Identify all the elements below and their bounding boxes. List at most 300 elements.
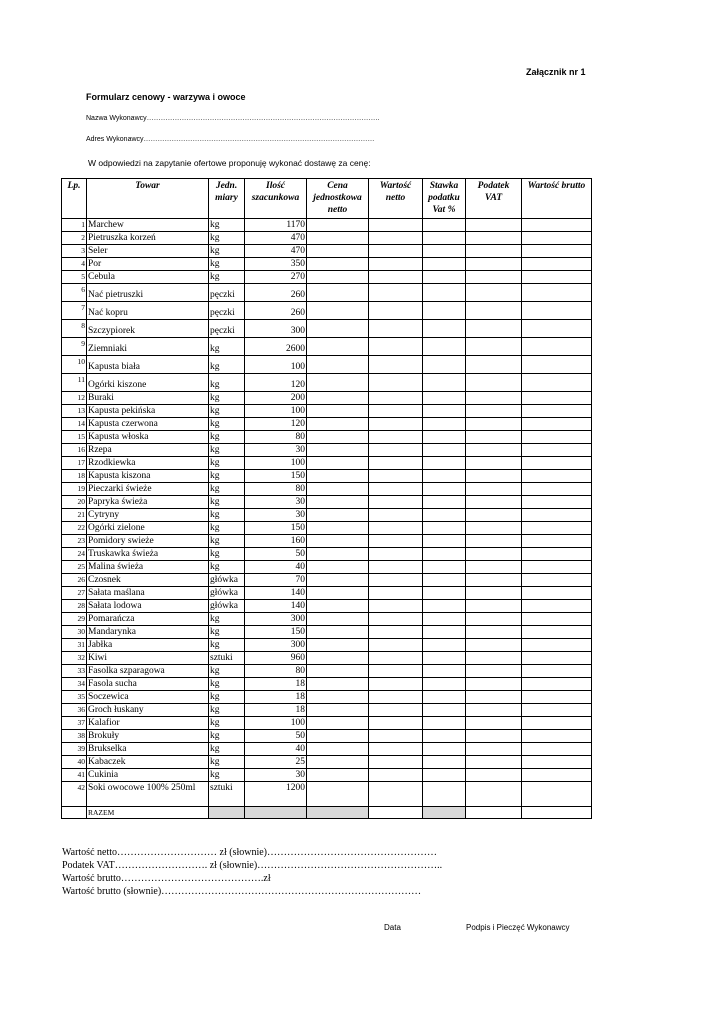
row-unit-price-cell xyxy=(307,356,369,374)
row-vat-rate-cell xyxy=(423,509,466,522)
total-qty-cell xyxy=(245,807,307,819)
row-unit-price-cell xyxy=(307,258,369,271)
row-item-cell: Marchew xyxy=(87,219,209,232)
row-qty-cell: 30 xyxy=(245,769,307,782)
row-vat-cell xyxy=(466,704,522,717)
row-item-cell: Brokuły xyxy=(87,730,209,743)
row-qty-cell: 18 xyxy=(245,678,307,691)
row-unit-price-cell xyxy=(307,782,369,807)
row-qty-cell: 1200 xyxy=(245,782,307,807)
table-row xyxy=(62,743,592,756)
row-item-cell: Kapusta kiszona xyxy=(87,470,209,483)
row-unit-cell: kg xyxy=(209,548,245,561)
row-vat-rate-cell xyxy=(423,691,466,704)
header-vat: Podatek VAT xyxy=(466,179,522,219)
row-item-cell: Rzepa xyxy=(87,444,209,457)
row-vat-rate-cell xyxy=(423,232,466,245)
row-unit-cell: kg xyxy=(209,374,245,392)
row-vat-cell xyxy=(466,483,522,496)
table-row xyxy=(62,356,592,374)
row-unit-price-cell xyxy=(307,561,369,574)
row-net-value-cell xyxy=(369,678,423,691)
row-unit-price-cell xyxy=(307,245,369,258)
row-unit-cell: kg xyxy=(209,756,245,769)
table-row xyxy=(62,535,592,548)
total-row xyxy=(62,807,592,819)
row-unit-cell: pęczki xyxy=(209,320,245,338)
row-qty-cell: 100 xyxy=(245,717,307,730)
row-vat-rate-cell xyxy=(423,561,466,574)
row-unit-price-cell xyxy=(307,769,369,782)
row-qty-cell: 150 xyxy=(245,522,307,535)
row-unit-cell: główka xyxy=(209,574,245,587)
row-vat-rate-cell xyxy=(423,613,466,626)
row-gross-value-cell xyxy=(522,219,592,232)
row-lp-cell: 29 xyxy=(62,613,87,626)
row-qty-cell: 100 xyxy=(245,405,307,418)
row-vat-rate-cell xyxy=(423,639,466,652)
table-row xyxy=(62,691,592,704)
row-net-value-cell xyxy=(369,665,423,678)
row-unit-price-cell xyxy=(307,574,369,587)
row-unit-cell: kg xyxy=(209,717,245,730)
row-qty-cell: 2600 xyxy=(245,338,307,356)
row-vat-cell xyxy=(466,258,522,271)
row-vat-rate-cell xyxy=(423,258,466,271)
row-net-value-cell xyxy=(369,730,423,743)
row-gross-value-cell xyxy=(522,691,592,704)
signature-label: Podpis i Pieczęć Wykonawcy xyxy=(466,923,570,932)
row-vat-cell xyxy=(466,600,522,613)
row-gross-value-cell xyxy=(522,587,592,600)
row-vat-rate-cell xyxy=(423,522,466,535)
row-qty-cell: 470 xyxy=(245,232,307,245)
table-row xyxy=(62,587,592,600)
row-qty-cell: 100 xyxy=(245,457,307,470)
row-unit-price-cell xyxy=(307,678,369,691)
table-row xyxy=(62,496,592,509)
row-vat-rate-cell xyxy=(423,574,466,587)
row-net-value-cell xyxy=(369,691,423,704)
row-gross-value-cell xyxy=(522,704,592,717)
row-item-cell: Mandarynka xyxy=(87,626,209,639)
row-net-value-cell xyxy=(369,574,423,587)
row-vat-cell xyxy=(466,691,522,704)
row-item-cell: Cebula xyxy=(87,271,209,284)
row-net-value-cell xyxy=(369,284,423,302)
row-unit-price-cell xyxy=(307,405,369,418)
row-qty-cell: 70 xyxy=(245,574,307,587)
row-vat-rate-cell xyxy=(423,600,466,613)
row-unit-price-cell xyxy=(307,271,369,284)
row-unit-price-cell xyxy=(307,717,369,730)
row-gross-value-cell xyxy=(522,743,592,756)
row-vat-rate-cell xyxy=(423,271,466,284)
row-unit-price-cell xyxy=(307,613,369,626)
row-net-value-cell xyxy=(369,483,423,496)
row-unit-price-cell xyxy=(307,730,369,743)
row-net-value-cell xyxy=(369,232,423,245)
row-unit-price-cell xyxy=(307,639,369,652)
row-gross-value-cell xyxy=(522,574,592,587)
row-net-value-cell xyxy=(369,219,423,232)
row-lp-cell: 37 xyxy=(62,717,87,730)
row-vat-rate-cell xyxy=(423,769,466,782)
row-qty-cell: 40 xyxy=(245,561,307,574)
form-title: Formularz cenowy - warzywa i owoce xyxy=(86,92,246,102)
row-qty-cell: 260 xyxy=(245,302,307,320)
row-lp-cell: 9 xyxy=(62,338,87,356)
total-price-cell xyxy=(307,807,369,819)
row-gross-value-cell xyxy=(522,730,592,743)
row-lp-cell: 4 xyxy=(62,258,87,271)
row-item-cell: Sałata maślana xyxy=(87,587,209,600)
row-vat-rate-cell xyxy=(423,418,466,431)
row-unit-price-cell xyxy=(307,302,369,320)
row-net-value-cell xyxy=(369,444,423,457)
row-lp-cell: 1 xyxy=(62,219,87,232)
row-net-value-cell xyxy=(369,652,423,665)
row-vat-cell xyxy=(466,522,522,535)
row-qty-cell: 150 xyxy=(245,626,307,639)
row-qty-cell: 18 xyxy=(245,691,307,704)
row-gross-value-cell xyxy=(522,613,592,626)
row-qty-cell: 300 xyxy=(245,639,307,652)
row-item-cell: Szczypiorek xyxy=(87,320,209,338)
table-row xyxy=(62,219,592,232)
row-lp-cell: 24 xyxy=(62,548,87,561)
table-row xyxy=(62,509,592,522)
header-unit-price: Cena jednostkowa netto xyxy=(307,179,369,219)
row-vat-cell xyxy=(466,717,522,730)
row-gross-value-cell xyxy=(522,600,592,613)
row-unit-cell: kg xyxy=(209,626,245,639)
row-lp-cell: 12 xyxy=(62,392,87,405)
row-vat-cell xyxy=(466,232,522,245)
intro-text: W odpowiedzi na zapytanie ofertowe proponuję wykonać dostawę za cenę: xyxy=(88,158,371,168)
row-qty-cell: 1170 xyxy=(245,219,307,232)
row-item-cell: Kalafior xyxy=(87,717,209,730)
row-unit-cell: kg xyxy=(209,509,245,522)
row-qty-cell: 30 xyxy=(245,509,307,522)
row-unit-cell: kg xyxy=(209,219,245,232)
row-lp-cell: 41 xyxy=(62,769,87,782)
row-unit-cell: kg xyxy=(209,613,245,626)
row-vat-rate-cell xyxy=(423,496,466,509)
annex-label: Załącznik nr 1 xyxy=(526,67,586,77)
row-unit-price-cell xyxy=(307,338,369,356)
row-vat-cell xyxy=(466,496,522,509)
row-unit-price-cell xyxy=(307,457,369,470)
row-item-cell: Fasolka szparagowa xyxy=(87,665,209,678)
row-gross-value-cell xyxy=(522,392,592,405)
row-gross-value-cell xyxy=(522,405,592,418)
row-net-value-cell xyxy=(369,338,423,356)
row-gross-value-cell xyxy=(522,457,592,470)
vat-value-line: Podatek VAT………………………. zł (słownie)……………………………………………….. xyxy=(62,860,443,871)
row-lp-cell: 28 xyxy=(62,600,87,613)
table-row xyxy=(62,626,592,639)
row-item-cell: Ogórki kiszone xyxy=(87,374,209,392)
total-rate-cell xyxy=(423,807,466,819)
row-vat-cell xyxy=(466,587,522,600)
row-gross-value-cell xyxy=(522,302,592,320)
row-item-cell: Soki owocowe 100% 250ml xyxy=(87,782,209,807)
row-unit-cell: kg xyxy=(209,232,245,245)
row-qty-cell: 160 xyxy=(245,535,307,548)
row-net-value-cell xyxy=(369,769,423,782)
row-unit-price-cell xyxy=(307,626,369,639)
row-unit-price-cell xyxy=(307,444,369,457)
row-gross-value-cell xyxy=(522,284,592,302)
row-net-value-cell xyxy=(369,717,423,730)
row-gross-value-cell xyxy=(522,431,592,444)
row-item-cell: Papryka świeża xyxy=(87,496,209,509)
row-gross-value-cell xyxy=(522,483,592,496)
row-net-value-cell xyxy=(369,392,423,405)
row-item-cell: Cytryny xyxy=(87,509,209,522)
row-item-cell: Pomidory swieże xyxy=(87,535,209,548)
row-unit-price-cell xyxy=(307,431,369,444)
row-net-value-cell xyxy=(369,704,423,717)
row-lp-cell: 30 xyxy=(62,626,87,639)
row-qty-cell: 200 xyxy=(245,392,307,405)
table-row xyxy=(62,405,592,418)
row-gross-value-cell xyxy=(522,258,592,271)
contractor-name-field: Nazwa Wykonawcy………………………………………………………………………………………. xyxy=(86,115,380,122)
row-net-value-cell xyxy=(369,756,423,769)
row-gross-value-cell xyxy=(522,470,592,483)
row-gross-value-cell xyxy=(522,665,592,678)
row-lp-cell: 26 xyxy=(62,574,87,587)
row-vat-rate-cell xyxy=(423,665,466,678)
row-vat-rate-cell xyxy=(423,743,466,756)
row-vat-cell xyxy=(466,405,522,418)
row-vat-cell xyxy=(466,431,522,444)
row-vat-rate-cell xyxy=(423,444,466,457)
row-unit-cell: kg xyxy=(209,431,245,444)
row-item-cell: Kapusta czerwona xyxy=(87,418,209,431)
row-lp-cell: 33 xyxy=(62,665,87,678)
row-qty-cell: 300 xyxy=(245,320,307,338)
row-unit-cell: kg xyxy=(209,730,245,743)
gross-value-words-line: Wartość brutto (słownie)…………………………………………………………………… xyxy=(62,886,422,897)
table-row xyxy=(62,470,592,483)
row-gross-value-cell xyxy=(522,232,592,245)
row-net-value-cell xyxy=(369,782,423,807)
table-row xyxy=(62,245,592,258)
table-row xyxy=(62,483,592,496)
row-item-cell: Kapusta włoska xyxy=(87,431,209,444)
row-item-cell: Kapusta biała xyxy=(87,356,209,374)
row-lp-cell: 27 xyxy=(62,587,87,600)
row-net-value-cell xyxy=(369,548,423,561)
row-vat-rate-cell xyxy=(423,219,466,232)
row-gross-value-cell xyxy=(522,522,592,535)
row-gross-value-cell xyxy=(522,548,592,561)
row-vat-cell xyxy=(466,245,522,258)
row-item-cell: Ziemniaki xyxy=(87,338,209,356)
table-row xyxy=(62,302,592,320)
row-vat-cell xyxy=(466,652,522,665)
table-row xyxy=(62,271,592,284)
row-qty-cell: 150 xyxy=(245,470,307,483)
date-label: Data xyxy=(384,923,401,932)
row-unit-cell: kg xyxy=(209,704,245,717)
row-unit-cell: kg xyxy=(209,405,245,418)
row-unit-price-cell xyxy=(307,743,369,756)
row-unit-price-cell xyxy=(307,470,369,483)
table-row xyxy=(62,769,592,782)
row-unit-cell: kg xyxy=(209,356,245,374)
row-unit-price-cell xyxy=(307,522,369,535)
header-item: Towar xyxy=(87,179,209,219)
row-lp-cell: 40 xyxy=(62,756,87,769)
row-gross-value-cell xyxy=(522,271,592,284)
row-unit-price-cell xyxy=(307,284,369,302)
row-gross-value-cell xyxy=(522,356,592,374)
row-item-cell: Ogórki zielone xyxy=(87,522,209,535)
row-net-value-cell xyxy=(369,245,423,258)
row-unit-cell: kg xyxy=(209,743,245,756)
table-row xyxy=(62,717,592,730)
row-qty-cell: 80 xyxy=(245,665,307,678)
row-gross-value-cell xyxy=(522,320,592,338)
row-qty-cell: 140 xyxy=(245,600,307,613)
row-net-value-cell xyxy=(369,457,423,470)
row-net-value-cell xyxy=(369,743,423,756)
row-vat-rate-cell xyxy=(423,431,466,444)
table-row xyxy=(62,756,592,769)
row-unit-cell: główka xyxy=(209,600,245,613)
row-net-value-cell xyxy=(369,431,423,444)
header-net-value: Wartość netto xyxy=(369,179,423,219)
row-net-value-cell xyxy=(369,509,423,522)
row-lp-cell: 34 xyxy=(62,678,87,691)
row-item-cell: Por xyxy=(87,258,209,271)
row-item-cell: Nać pietruszki xyxy=(87,284,209,302)
row-qty-cell: 140 xyxy=(245,587,307,600)
gross-value-line: Wartość brutto…………………………………….zł xyxy=(62,873,271,884)
row-item-cell: Czosnek xyxy=(87,574,209,587)
row-lp-cell: 39 xyxy=(62,743,87,756)
row-net-value-cell xyxy=(369,271,423,284)
row-qty-cell: 120 xyxy=(245,374,307,392)
row-unit-cell: kg xyxy=(209,444,245,457)
row-item-cell: Soczewica xyxy=(87,691,209,704)
row-lp-cell: 25 xyxy=(62,561,87,574)
row-gross-value-cell xyxy=(522,717,592,730)
row-lp-cell: 19 xyxy=(62,483,87,496)
row-lp-cell: 5 xyxy=(62,271,87,284)
row-unit-cell: kg xyxy=(209,470,245,483)
row-lp-cell: 16 xyxy=(62,444,87,457)
row-vat-rate-cell xyxy=(423,678,466,691)
row-lp-cell: 7 xyxy=(62,302,87,320)
row-vat-cell xyxy=(466,730,522,743)
row-vat-rate-cell xyxy=(423,284,466,302)
row-vat-cell xyxy=(466,548,522,561)
row-unit-cell: sztuki xyxy=(209,782,245,807)
row-qty-cell: 80 xyxy=(245,483,307,496)
row-vat-cell xyxy=(466,613,522,626)
row-vat-cell xyxy=(466,639,522,652)
row-qty-cell: 270 xyxy=(245,271,307,284)
row-vat-rate-cell xyxy=(423,483,466,496)
row-net-value-cell xyxy=(369,600,423,613)
row-vat-rate-cell xyxy=(423,626,466,639)
row-qty-cell: 350 xyxy=(245,258,307,271)
row-lp-cell: 36 xyxy=(62,704,87,717)
row-gross-value-cell xyxy=(522,509,592,522)
header-vat-rate: Stawka podatku Vat % xyxy=(423,179,466,219)
row-unit-cell: kg xyxy=(209,678,245,691)
table-row xyxy=(62,320,592,338)
row-unit-cell: kg xyxy=(209,522,245,535)
row-vat-rate-cell xyxy=(423,302,466,320)
row-item-cell: Jabłka xyxy=(87,639,209,652)
net-value-line: Wartość netto………………………… zł (słownie)…………………………………………… xyxy=(62,847,437,858)
table-row xyxy=(62,730,592,743)
row-unit-price-cell xyxy=(307,665,369,678)
row-item-cell: Groch łuskany xyxy=(87,704,209,717)
total-unit-cell xyxy=(209,807,245,819)
row-lp-cell: 8 xyxy=(62,320,87,338)
row-vat-cell xyxy=(466,374,522,392)
row-unit-cell: kg xyxy=(209,338,245,356)
row-unit-cell: kg xyxy=(209,769,245,782)
row-vat-rate-cell xyxy=(423,356,466,374)
row-item-cell: Sałata lodowa xyxy=(87,600,209,613)
row-vat-cell xyxy=(466,444,522,457)
row-unit-cell: sztuki xyxy=(209,652,245,665)
row-lp-cell: 20 xyxy=(62,496,87,509)
table-row xyxy=(62,574,592,587)
row-vat-cell xyxy=(466,535,522,548)
row-unit-cell: kg xyxy=(209,561,245,574)
row-item-cell: Nać kopru xyxy=(87,302,209,320)
row-item-cell: Malina świeża xyxy=(87,561,209,574)
row-net-value-cell xyxy=(369,418,423,431)
row-net-value-cell xyxy=(369,496,423,509)
row-unit-cell: kg xyxy=(209,483,245,496)
row-vat-cell xyxy=(466,338,522,356)
row-item-cell: Seler xyxy=(87,245,209,258)
row-unit-price-cell xyxy=(307,509,369,522)
row-vat-cell xyxy=(466,356,522,374)
row-unit-price-cell xyxy=(307,219,369,232)
row-unit-cell: kg xyxy=(209,245,245,258)
table-row xyxy=(62,418,592,431)
row-item-cell: Kabaczek xyxy=(87,756,209,769)
row-vat-rate-cell xyxy=(423,245,466,258)
total-label: RAZEM xyxy=(87,807,209,819)
row-qty-cell: 260 xyxy=(245,284,307,302)
row-vat-cell xyxy=(466,756,522,769)
table-row xyxy=(62,392,592,405)
table-row xyxy=(62,338,592,356)
row-gross-value-cell xyxy=(522,535,592,548)
row-lp-cell: 13 xyxy=(62,405,87,418)
row-qty-cell: 40 xyxy=(245,743,307,756)
row-lp-cell: 17 xyxy=(62,457,87,470)
row-vat-rate-cell xyxy=(423,717,466,730)
row-vat-cell xyxy=(466,271,522,284)
row-vat-rate-cell xyxy=(423,704,466,717)
row-qty-cell: 470 xyxy=(245,245,307,258)
row-vat-cell xyxy=(466,320,522,338)
row-vat-cell xyxy=(466,219,522,232)
